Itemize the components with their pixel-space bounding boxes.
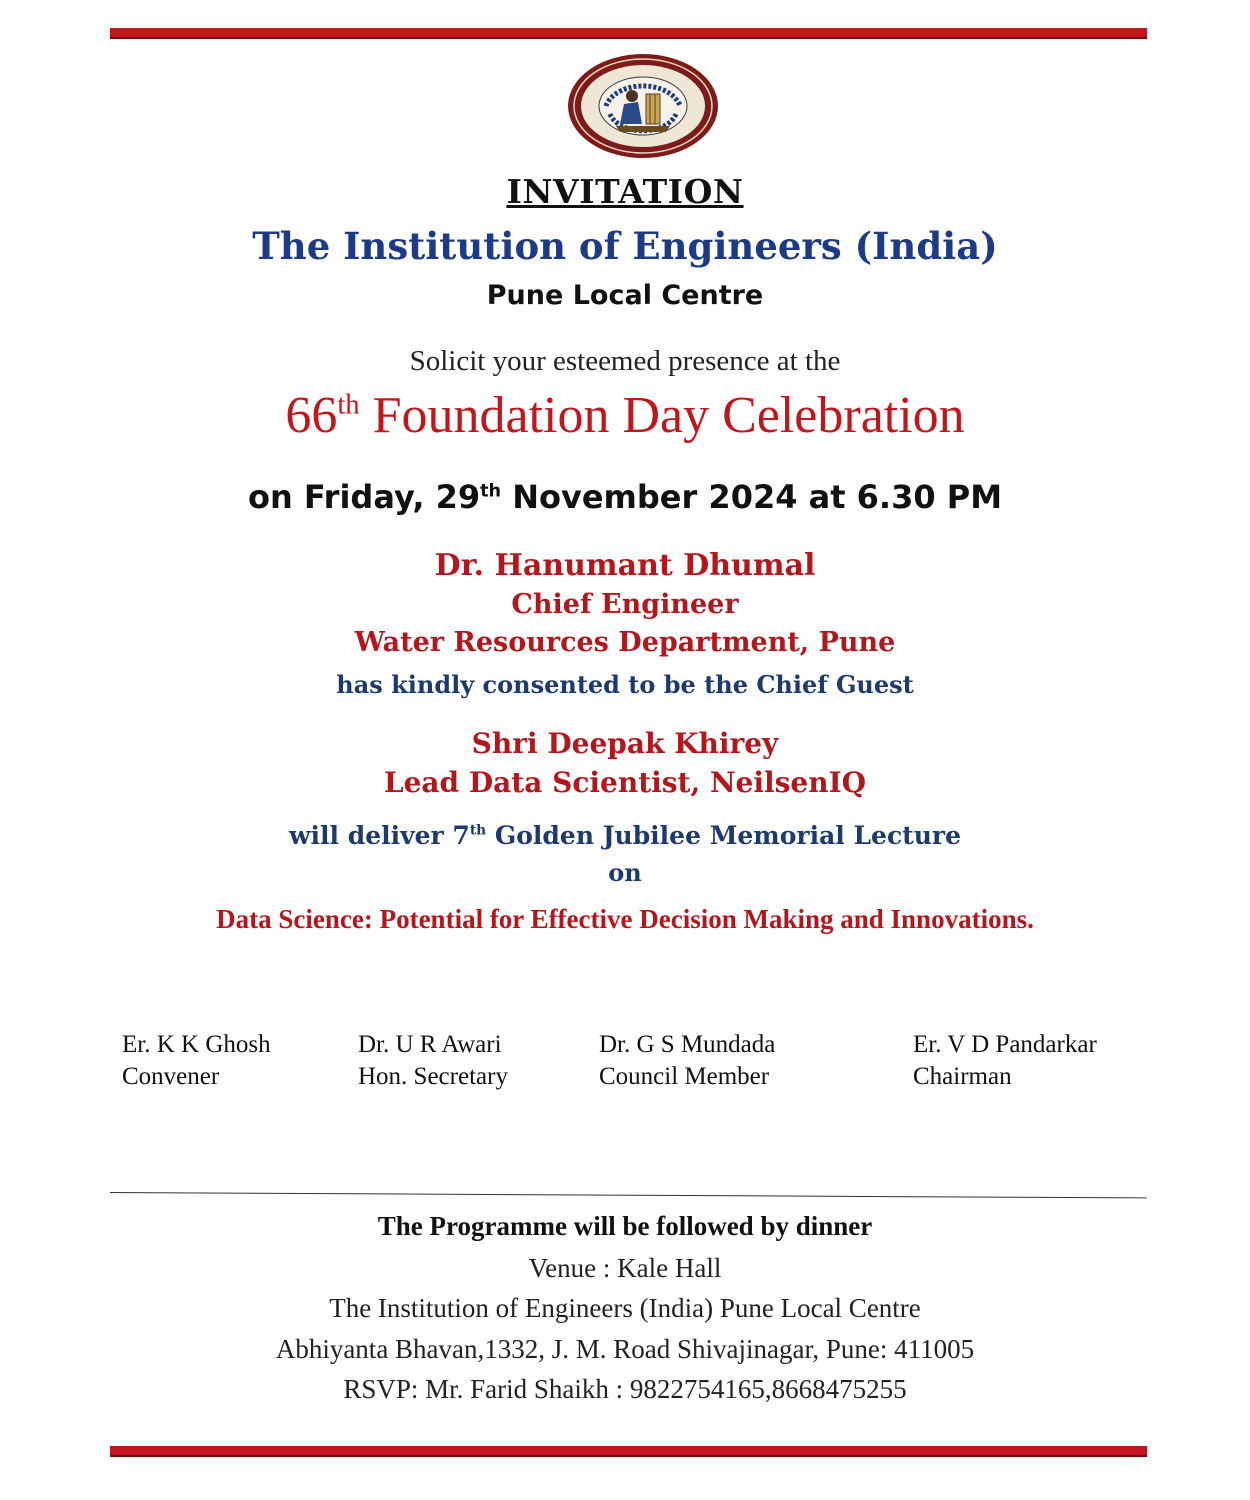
solicit-line: Solicit your esteemed presence at the: [409, 345, 841, 377]
signatory-name: Dr. G S Mundada: [599, 1031, 776, 1058]
signatory: [122, 1029, 271, 1093]
local-centre-name: Pune Local Centre: [486, 280, 764, 311]
signatory-name: Er. K K Ghosh: [122, 1031, 271, 1058]
date-suffix: November 2024 at 6.30 PM: [512, 478, 1003, 516]
event-ordinal: th: [337, 389, 360, 421]
signatory: [599, 1029, 775, 1093]
bottom-border-bar: [110, 1446, 1147, 1457]
lecture-ordinal: th: [469, 822, 487, 839]
footer-divider: [110, 1192, 1147, 1198]
event-title: [0, 386, 1250, 445]
dinner-note: The Programme will be followed by dinner: [377, 1211, 873, 1241]
institution-name: The Institution of Engineers (India): [252, 224, 998, 268]
lecture-prefix: will deliver 7: [289, 821, 470, 850]
invitation-heading: INVITATION: [506, 172, 744, 211]
chief-guest-name: Dr. Hanumant Dhumal: [434, 548, 816, 583]
signatory: [913, 1029, 1097, 1093]
venue-organisation: The Institution of Engineers (India) Pune Local Centre: [329, 1293, 921, 1323]
venue-address: Abhiyanta Bhavan,1332, J. M. Road Shivajinagar, Pune: 411005: [275, 1334, 975, 1364]
signatory: [358, 1029, 508, 1093]
chief-guest-department: Water Resources Department, Pune: [354, 627, 896, 658]
speaker-designation: Lead Data Scientist, NeilsenIQ: [383, 766, 867, 799]
venue: Venue : Kale Hall: [528, 1253, 722, 1283]
signatory-role: Council Member: [599, 1063, 770, 1090]
signatory-name: Er. V D Pandarkar: [913, 1031, 1097, 1058]
signatory-role: Hon. Secretary: [358, 1063, 508, 1090]
speaker-name: Shri Deepak Khirey: [471, 727, 779, 760]
lecture-suffix: Golden Jubilee Memorial Lecture: [494, 821, 961, 850]
signatory-role: Chairman: [913, 1063, 1012, 1090]
date-ordinal: th: [480, 481, 502, 502]
date-prefix: on Friday, 29: [247, 478, 481, 516]
chief-guest-note: has kindly consented to be the Chief Guest: [336, 670, 914, 699]
top-border-bar: [110, 28, 1147, 39]
signatory-role: Convener: [122, 1063, 220, 1090]
institution-seal-icon: [566, 52, 720, 160]
rsvp-contact: RSVP: Mr. Farid Shaikh : 9822754165,8668475255: [343, 1374, 907, 1404]
lecture-topic: Data Science: Potential for Effective Decision Making and Innovations.: [216, 904, 1034, 934]
event-name: Foundation Day Celebration: [372, 387, 965, 444]
event-date: [0, 478, 1250, 516]
chief-guest-designation: Chief Engineer: [511, 589, 739, 620]
lecture-on: on: [608, 858, 642, 887]
event-number: 66: [285, 387, 338, 444]
lecture-line: [0, 821, 1250, 850]
signatory-name: Dr. U R Awari: [358, 1031, 502, 1058]
